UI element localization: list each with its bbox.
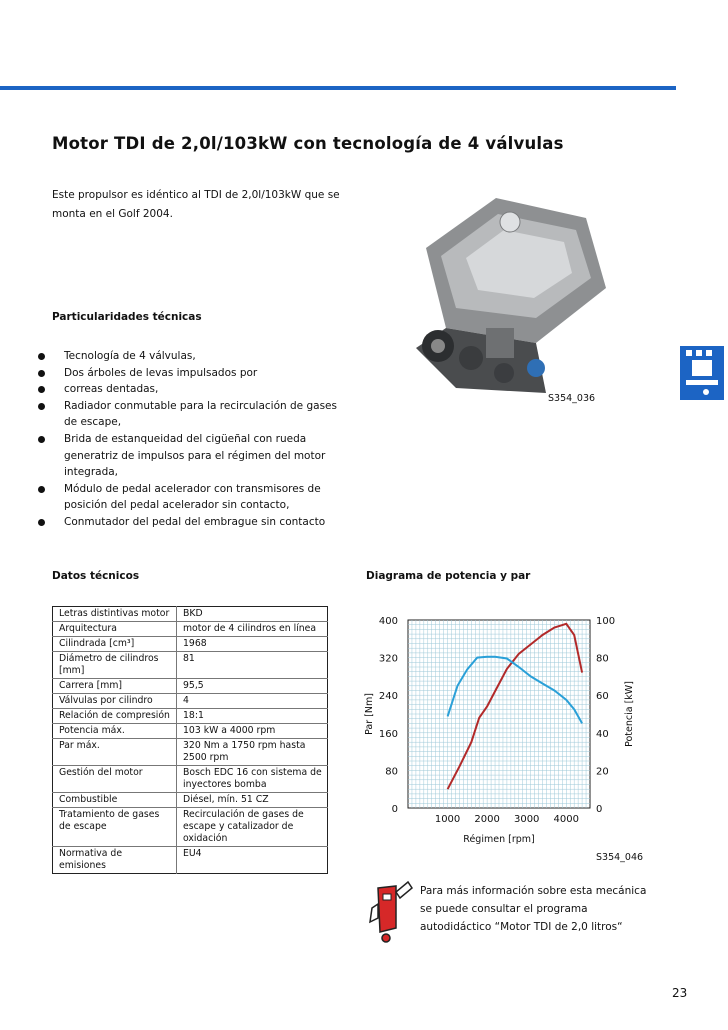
- spec-label: Normativa de emisiones: [53, 847, 177, 874]
- y2-tick-label: 80: [596, 653, 609, 665]
- specs-table: [52, 606, 328, 874]
- table-row: [53, 709, 328, 724]
- table-row: [53, 739, 328, 766]
- x-tick-label: 1000: [434, 814, 461, 825]
- bullet-icon: [38, 370, 45, 377]
- x-tick-label: 4000: [553, 814, 579, 825]
- spec-label: Cilindrada [cm³]: [53, 637, 177, 652]
- spec-label: Letras distintivas motor: [53, 607, 177, 622]
- power-torque-chart: [360, 600, 660, 850]
- spec-label: Diámetro de cilindros [mm]: [53, 652, 177, 679]
- intro-paragraph: Este propulsor es idéntico al TDI de 2,0l/103kW que se monta en el Golf 2004.: [52, 189, 340, 220]
- spec-label: Tratamiento de gases de escape: [53, 808, 177, 847]
- table-row: [53, 694, 328, 709]
- chart-figure-code: S354_046: [596, 852, 644, 863]
- engine-figure-code: S354_036: [548, 393, 596, 404]
- list-item: Tecnología de 4 válvulas,: [38, 348, 338, 365]
- list-item: Radiador conmutable para la recirculación de gases de escape,: [38, 398, 338, 431]
- specs-heading: Datos técnicos: [52, 570, 140, 582]
- section-side-tab: [680, 346, 724, 400]
- spec-label: Válvulas por cilindro: [53, 694, 177, 709]
- y-axis-label: Par [Nm]: [364, 693, 375, 735]
- spec-label: Gestión del motor: [53, 766, 177, 793]
- spec-value: EU4: [183, 848, 202, 859]
- reference-note: Para más información sobre esta mecánica se puede consultar el programa autodidáctico “Motor TDI de 2,0 litros“: [420, 885, 647, 933]
- table-row: [53, 808, 328, 847]
- table-row: [53, 652, 328, 679]
- spec-value: 95,5: [177, 679, 328, 694]
- page-title: Motor TDI de 2,0l/103kW con tecnología de 4 válvulas: [52, 134, 564, 153]
- list-item: Brida de estanqueidad del cigüeñal con rueda generatriz de impulsos para el régimen del motor integrada,: [38, 431, 338, 481]
- chart-heading: Diagrama de potencia y par: [366, 570, 531, 582]
- list-item: correas dentadas,: [38, 381, 338, 398]
- spec-label: Par máx.: [53, 739, 177, 766]
- y2-tick-label: 60: [596, 691, 609, 703]
- spec-value: 320 Nm a 1750 rpm hasta 2500 rpm: [177, 739, 328, 766]
- features-heading: Particularidades técnicas: [52, 311, 202, 323]
- y-tick-label: 160: [378, 728, 398, 740]
- y-tick-label: 400: [378, 616, 398, 627]
- spec-value: Diésel, mín. 51 CZ: [177, 793, 328, 808]
- bullet-icon: [38, 353, 45, 360]
- list-item: Módulo de pedal acelerador con transmisores de posición del pedal acelerador sin contacto,: [38, 481, 338, 514]
- spec-value: 1968: [177, 637, 328, 652]
- table-row: [53, 607, 328, 622]
- spec-value: 4: [177, 694, 328, 709]
- spec-value: 103 kW a 4000 rpm: [177, 724, 328, 739]
- table-row: [53, 766, 328, 793]
- engine-illustration: [386, 178, 622, 400]
- spec-label: Arquitectura: [53, 622, 177, 637]
- table-row: [53, 679, 328, 694]
- bullet-icon: [38, 386, 45, 393]
- list-item: Dos árboles de levas impulsados por: [38, 365, 338, 382]
- bullet-icon: [38, 486, 45, 493]
- list-item: Conmutador del pedal del embrague sin contacto: [38, 514, 338, 531]
- spec-value: 18:1: [177, 709, 328, 724]
- spec-value: BKD: [177, 607, 328, 622]
- spec-label: Combustible: [53, 793, 177, 808]
- spec-value: Recirculación de gases de escape y catalizador de oxidación: [177, 808, 328, 847]
- y2-tick-label: 100: [596, 616, 616, 627]
- spec-label: Relación de compresión: [53, 709, 177, 724]
- y-tick-label: 320: [378, 653, 398, 665]
- bullet-icon: [38, 403, 45, 410]
- x-tick-label: 3000: [513, 814, 540, 825]
- table-row: [53, 793, 328, 808]
- y-tick-label: 0: [391, 804, 398, 815]
- y2-tick-label: 40: [596, 728, 609, 740]
- table-row: [53, 724, 328, 739]
- y2-tick-label: 20: [596, 766, 609, 778]
- spec-value: Bosch EDC 16 con sistema de inyectores bomba: [177, 766, 328, 793]
- table-row: [53, 622, 328, 637]
- y2-tick-label: 0: [596, 804, 603, 815]
- bullet-icon: [38, 436, 45, 443]
- mascot-illustration: [366, 878, 414, 944]
- table-row: [53, 637, 328, 652]
- spec-value: motor de 4 cilindros en línea: [177, 622, 328, 637]
- y-tick-label: 80: [385, 766, 398, 778]
- spec-value: 81: [177, 652, 328, 679]
- spec-label: Carrera [mm]: [53, 679, 177, 694]
- bullet-icon: [38, 519, 45, 526]
- y-tick-label: 240: [378, 691, 398, 703]
- page-number: 23: [672, 986, 688, 1000]
- table-row: [53, 847, 328, 874]
- x-tick-label: 2000: [474, 814, 500, 825]
- header-rule: [0, 86, 676, 90]
- features-list: [38, 348, 338, 531]
- y2-axis-label: Potencia [kW]: [624, 681, 635, 747]
- engine-icon: [680, 346, 724, 400]
- x-axis-label: Régimen [rpm]: [463, 834, 535, 845]
- spec-label: Potencia máx.: [53, 724, 177, 739]
